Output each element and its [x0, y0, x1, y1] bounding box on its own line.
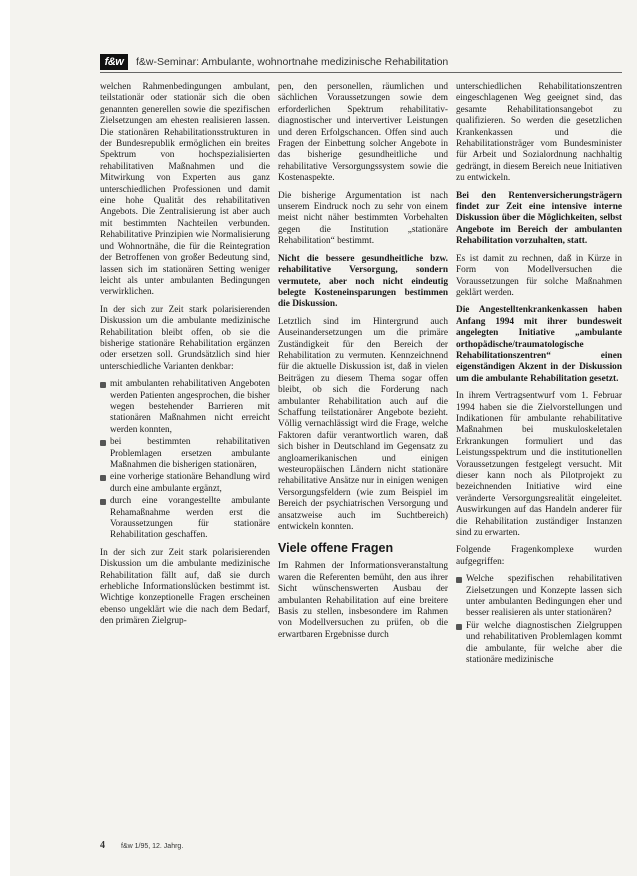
bullet-item: bei bestimmten rehabilitativen Problemlagen ersetzen ambulante Maßnahmen die bisherigen stationären,	[100, 437, 270, 471]
paragraph: Letztlich sind im Hintergrund auch Auseinandersetzungen um die primäre Zuständigkeit für den Bereich der Rehabilitation zu vermuten. Kennzeichnend für die aktuelle Diskussion ist, daß in vielen Beiträgen zu diesem Thema sogar offen bleibt, ob sich die Forderung nach ambulanter Rehabilitation auch auf die Schaffung teilstationärer Angebote bezieht. Völlig vernachlässigt wird die Frage, welche Faktoren dafür verantwortlich waren, daß sich bisher in Deutschland im Gegensatz zu angloamerikanischen und einigen westeuropäischen Ländern nicht stationäre rehabilitative Ansätze nur in einigen wenigen Versorgungsfeldern (wie zum Beispiel im Bereich der psychiatrischen Versorgung und ansatzweise auch im Suchtbereich) entwickeln konnten.	[278, 316, 448, 533]
paragraph: unterschiedlichen Rehabilitationszentren eingeschlagenen Weg geeignet sind, das gesamte Rehabilitationsangebot zu qualifizieren. So werden die gesetzlichen Krankenkassen und die Rehabilitationsträger vom Bundesminister für Arbeit und Sozialordnung nachhaltig gedrängt, in diesem Bereich neue Initiativen zu entwickeln.	[456, 82, 622, 184]
scan-edge-left	[0, 0, 10, 876]
page-number: 4	[100, 840, 105, 851]
bullet-item: durch eine vorangestellte ambulante Rehamaßnahme werden erst die Voraussetzungen für stationäre Rehabilitation geschaffen.	[100, 496, 270, 542]
bullet-list	[456, 574, 622, 666]
paragraph: pen, den personellen, räumlichen und sächlichen Voraussetzungen sowie dem erforderlichen Spektrum rehabilitativ-diagnostischer und intervertiver Leistungen und deren Erfolgschancen. Offen sind auch Fragen der Einbettung solcher Angebote in das bisherige gesundheitliche und rehabilitative Versorgungssystem sowie die Kostenaspekte.	[278, 82, 448, 184]
bullet-item: eine vorherige stationäre Behandlung wird durch eine ambulante ergänzt,	[100, 472, 270, 495]
journal-logo: f&w	[100, 54, 128, 70]
paragraph: In der sich zur Zeit stark polarisierenden Diskussion um die ambulante medizinische Rehabilitation bleibt offen, ob sie die bisherige stationäre Rehabilitation ergänzen oder ersetzen soll. Grundsätzlich sind hier unterschiedliche Varianten denkbar:	[100, 304, 270, 372]
paragraph: Im Rahmen der Informationsveranstaltung waren die Referenten bemüht, den aus ihrer Sicht wünschenswerten Ausbau der ambulanten Rehabilitation auf eine breitere Basis zu stellen, insbesondere im Rahmen von Modellversuchen zu prüfen, ob die erwartbaren Ergebnisse durch	[278, 561, 448, 640]
paragraph: In der sich zur Zeit stark polarisierenden Diskussion um die ambulante medizinische Rehabilitation fällt auf, daß sie durch erhebliche Informationslücken bestimmt ist. Wichtige konzeptionelle Fragen erscheinen ebenso ungeklärt wie die nach dem Bedarf, den primären Zielgrup-	[100, 547, 270, 627]
bullet-list	[100, 379, 270, 542]
bullet-item: Für welche diagnostischen Zielgruppen und rehabilitativen Problemlagen kommt die ambulante, für welche aber die stationäre medizinische	[456, 621, 622, 667]
page-header	[100, 54, 622, 70]
paragraph: In ihrem Vertragsentwurf vom 1. Februar 1994 haben sie die Zielvorstellungen und Indikationen für ambulante rehabilitative Maßnahmen bei muskuloskeletalen Erkrankungen formuliert und das Leistungsspektrum und die institutionellen Voraussetzungen festgelegt versucht. Mit dieser kann noch als Pilotprojekt zu bezeichnenden Initiative wird eine veränderte Versorgungsrealität eingeleitet. Auswirkungen auf das Handeln anderer für die Rehabilitation zuständiger Instanzen sind zu erwarten.	[456, 391, 622, 539]
paragraph: Die bisherige Argumentation ist nach unserem Eindruck noch zu sehr von einem meist nicht näher bestimmten Vorbehalten gegen die Institution „stationäre Rehabilitation“ bestimmt.	[278, 190, 448, 247]
bullet-item: mit ambulanten rehabilitativen Angeboten werden Patienten angesprochen, die bisher wegen bestehender Barrieren mit stationären Maßnahmen nicht erreicht werden konnten,	[100, 379, 270, 436]
page-footer	[100, 840, 350, 851]
text-column-3	[456, 82, 622, 673]
scan-edge-right	[637, 0, 643, 876]
highlight-paragraph: Bei den Rentenversicherungsträgern findet zur Zeit eine intensive interne Diskussion über die Möglichkeiten, selbst Angebote im Bereich der ambulanten Rehabilitation vorzuhalten, statt.	[456, 190, 622, 247]
paragraph: Folgende Fragenkomplexe wurden aufgegriffen:	[456, 545, 622, 567]
highlight-paragraph: Nicht die bessere gesundheitliche bzw. rehabilitative Versorgung, sondern vermutete, aber noch nicht eindeutig belegte Kosteneinsparungen bestimmen die Diskussion.	[278, 253, 448, 310]
highlight-paragraph: Die Angestelltenkrankenkassen haben Anfang 1994 mit ihrer bundesweit angelegten Initiative „ambulante orthopädische/traumatologische Rehabilitationszentren“ einen eigenständigen Akzent in der Diskussion um die ambulante Rehabilitation gesetzt.	[456, 305, 622, 384]
paragraph: Es ist damit zu rechnen, daß in Kürze in Form von Modellversuchen die Voraussetzungen für solche Maßnahmen geklärt werden.	[456, 253, 622, 298]
header-title: f&w-Seminar: Ambulante, wohnortnahe medizinische Rehabilitation	[136, 56, 449, 68]
text-column-2	[278, 82, 448, 647]
header-divider	[100, 72, 622, 73]
bullet-item: Welche spezifischen rehabilitativen Zielsetzungen und Konzepte lassen sich unter ambulanten Bedingungen eher und besser realisieren als unter stationären?	[456, 574, 622, 620]
section-heading: Viele offene Fragen	[278, 541, 394, 556]
text-column-1	[100, 82, 270, 634]
issue-info: f&w 1/95, 12. Jahrg.	[121, 843, 184, 850]
paragraph: welchen Rahmenbedingungen ambulant, teilstationär oder stationär sich die oben genannten generellen sowie die spezifischen Zielsetzungen am ehesten realisieren lassen. Die stationären Rehabilitationsstrukturen in der Bundesrepublik ermöglichen ein breites Spektrum von hochspezialisierten rehabilitativen Maßnahmen und die Mitwirkung von Experten aus ganz unterschiedlichen Professionen und damit eine hohe Qualität des rehabilitativen Angebots. Die Zentralisierung ist aber auch mit bestimmten Nachteilen verbunden. Rehabilitative Prinzipien wie Normalisierung und Wohnortnähe, die für die Reintegration der Betroffenen von großer Bedeutung sind, lassen sich im stationären Setting weniger leicht als unter ambulanten Bedingungen verwirklichen.	[100, 82, 270, 298]
